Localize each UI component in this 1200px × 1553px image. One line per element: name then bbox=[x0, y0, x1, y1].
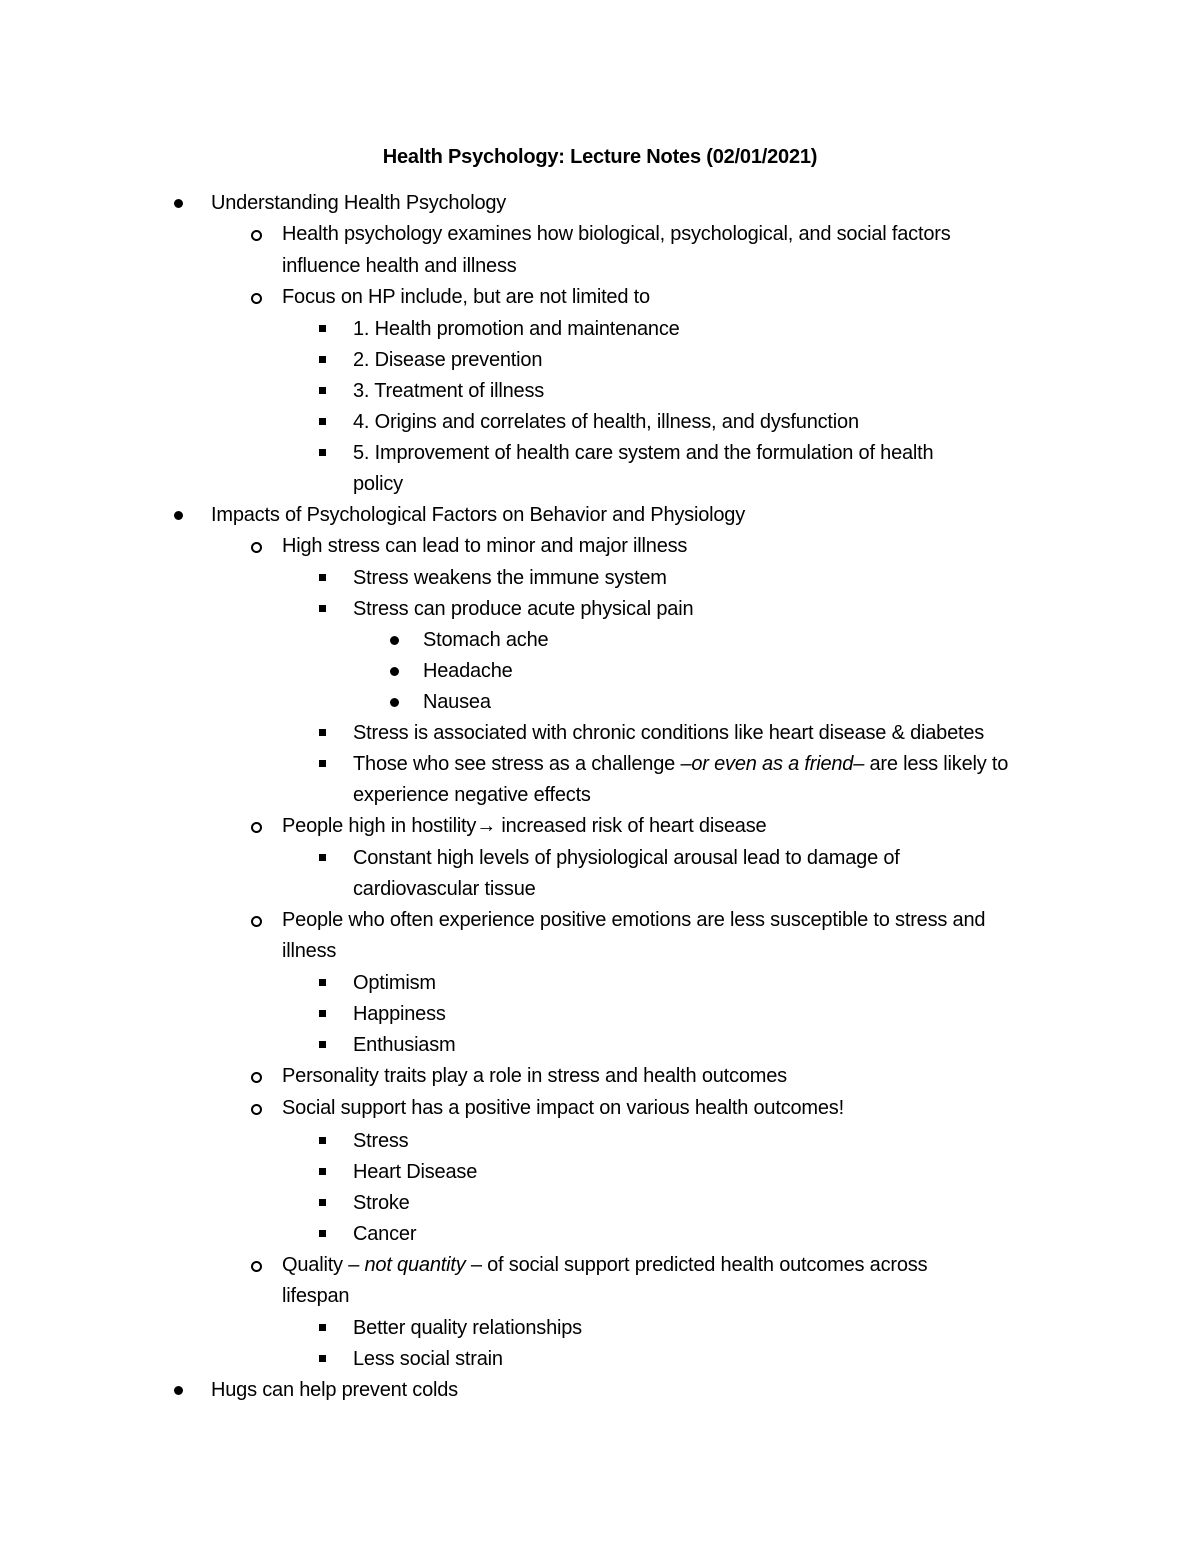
list-item: Less social strain bbox=[353, 1348, 503, 1370]
bullet-square-icon bbox=[319, 1355, 326, 1362]
list-item: Stroke bbox=[353, 1192, 410, 1214]
list-item: 2. Disease prevention bbox=[353, 349, 543, 371]
right-arrow-icon: → bbox=[476, 815, 497, 837]
list-item: 4. Origins and correlates of health, illness, and dysfunction bbox=[353, 411, 859, 433]
text-segment: Those who see stress as a challenge bbox=[353, 753, 681, 775]
list-item: 3. Treatment of illness bbox=[353, 380, 545, 402]
list-item bbox=[282, 811, 766, 842]
bullet-dot-icon bbox=[174, 511, 183, 520]
list-item: Happiness bbox=[353, 1003, 446, 1025]
list-item: Impacts of Psychological Factors on Behavior and Physiology bbox=[211, 504, 746, 526]
bullet-ring-icon bbox=[251, 822, 262, 833]
list-item: Stress can produce acute physical pain bbox=[353, 598, 694, 620]
bullet-square-icon bbox=[319, 605, 326, 612]
bullet-square-icon bbox=[319, 418, 326, 425]
text-segment: increased risk of heart disease bbox=[496, 815, 767, 837]
list-item-continuation: lifespan bbox=[282, 1285, 350, 1307]
list-item-continuation: influence health and illness bbox=[282, 255, 517, 277]
list-item: Social support has a positive impact on various health outcomes! bbox=[282, 1097, 844, 1119]
bullet-square-icon bbox=[319, 979, 326, 986]
list-item-continuation: experience negative effects bbox=[353, 784, 591, 806]
bullet-square-icon bbox=[319, 729, 326, 736]
list-item: Enthusiasm bbox=[353, 1034, 456, 1056]
bullet-square-icon bbox=[319, 1041, 326, 1048]
bullet-ring-icon bbox=[251, 230, 262, 241]
bullet-dot-icon bbox=[390, 636, 399, 645]
list-item: Nausea bbox=[423, 691, 491, 713]
bullet-square-icon bbox=[319, 574, 326, 581]
italic-text-segment: not quantity bbox=[364, 1254, 466, 1276]
list-item bbox=[282, 1250, 927, 1281]
italic-text-segment: –or even as a friend– bbox=[680, 753, 865, 775]
bullet-dot-icon bbox=[174, 199, 183, 208]
text-segment: People high in hostility bbox=[282, 815, 477, 837]
bullet-square-icon bbox=[319, 356, 326, 363]
list-item: Stomach ache bbox=[423, 629, 549, 651]
list-item: People who often experience positive emotions are less susceptible to stress and bbox=[282, 909, 986, 931]
list-item bbox=[353, 749, 1008, 780]
bullet-square-icon bbox=[319, 325, 326, 332]
list-item: High stress can lead to minor and major illness bbox=[282, 535, 688, 557]
list-item: Cancer bbox=[353, 1223, 417, 1245]
bullet-dot-icon bbox=[174, 1386, 183, 1395]
bullet-dot-icon bbox=[390, 698, 399, 707]
bullet-square-icon bbox=[319, 387, 326, 394]
bullet-ring-icon bbox=[251, 1261, 262, 1272]
bullet-square-icon bbox=[319, 1137, 326, 1144]
text-segment: are less likely to bbox=[864, 753, 1009, 775]
text-segment: – of social support predicted health outcomes across bbox=[465, 1254, 928, 1276]
bullet-square-icon bbox=[319, 1230, 326, 1237]
list-item: 1. Health promotion and maintenance bbox=[353, 318, 680, 340]
list-item: Headache bbox=[423, 660, 513, 682]
list-item: Stress is associated with chronic conditions like heart disease & diabetes bbox=[353, 722, 985, 744]
bullet-square-icon bbox=[319, 1168, 326, 1175]
bullet-dot-icon bbox=[390, 667, 399, 676]
list-item: Hugs can help prevent colds bbox=[211, 1379, 458, 1401]
list-item: Focus on HP include, but are not limited to bbox=[282, 286, 650, 308]
list-item: Stress weakens the immune system bbox=[353, 567, 667, 589]
list-item: Optimism bbox=[353, 972, 436, 994]
bullet-ring-icon bbox=[251, 1072, 262, 1083]
bullet-ring-icon bbox=[251, 916, 262, 927]
text-segment: Quality – bbox=[282, 1254, 365, 1276]
list-item-continuation: cardiovascular tissue bbox=[353, 878, 536, 900]
list-item-continuation: illness bbox=[282, 940, 337, 962]
list-item: Better quality relationships bbox=[353, 1317, 582, 1339]
bullet-ring-icon bbox=[251, 1104, 262, 1115]
list-item: Understanding Health Psychology bbox=[211, 192, 507, 214]
list-item: Stress bbox=[353, 1130, 409, 1152]
list-item: Health psychology examines how biological, psychological, and social factors bbox=[282, 223, 951, 245]
bullet-square-icon bbox=[319, 1010, 326, 1017]
bullet-square-icon bbox=[319, 1324, 326, 1331]
list-item: Constant high levels of physiological arousal lead to damage of bbox=[353, 847, 900, 869]
bullet-square-icon bbox=[319, 449, 326, 456]
bullet-square-icon bbox=[319, 854, 326, 861]
list-item: Heart Disease bbox=[353, 1161, 478, 1183]
page-title: Health Psychology: Lecture Notes (02/01/2021) bbox=[382, 146, 818, 168]
list-item: 5. Improvement of health care system and the formulation of health bbox=[353, 442, 934, 464]
list-item: Personality traits play a role in stress and health outcomes bbox=[282, 1065, 787, 1087]
bullet-square-icon bbox=[319, 1199, 326, 1206]
bullet-ring-icon bbox=[251, 542, 262, 553]
bullet-square-icon bbox=[319, 760, 326, 767]
bullet-ring-icon bbox=[251, 293, 262, 304]
list-item-continuation: policy bbox=[353, 473, 403, 495]
